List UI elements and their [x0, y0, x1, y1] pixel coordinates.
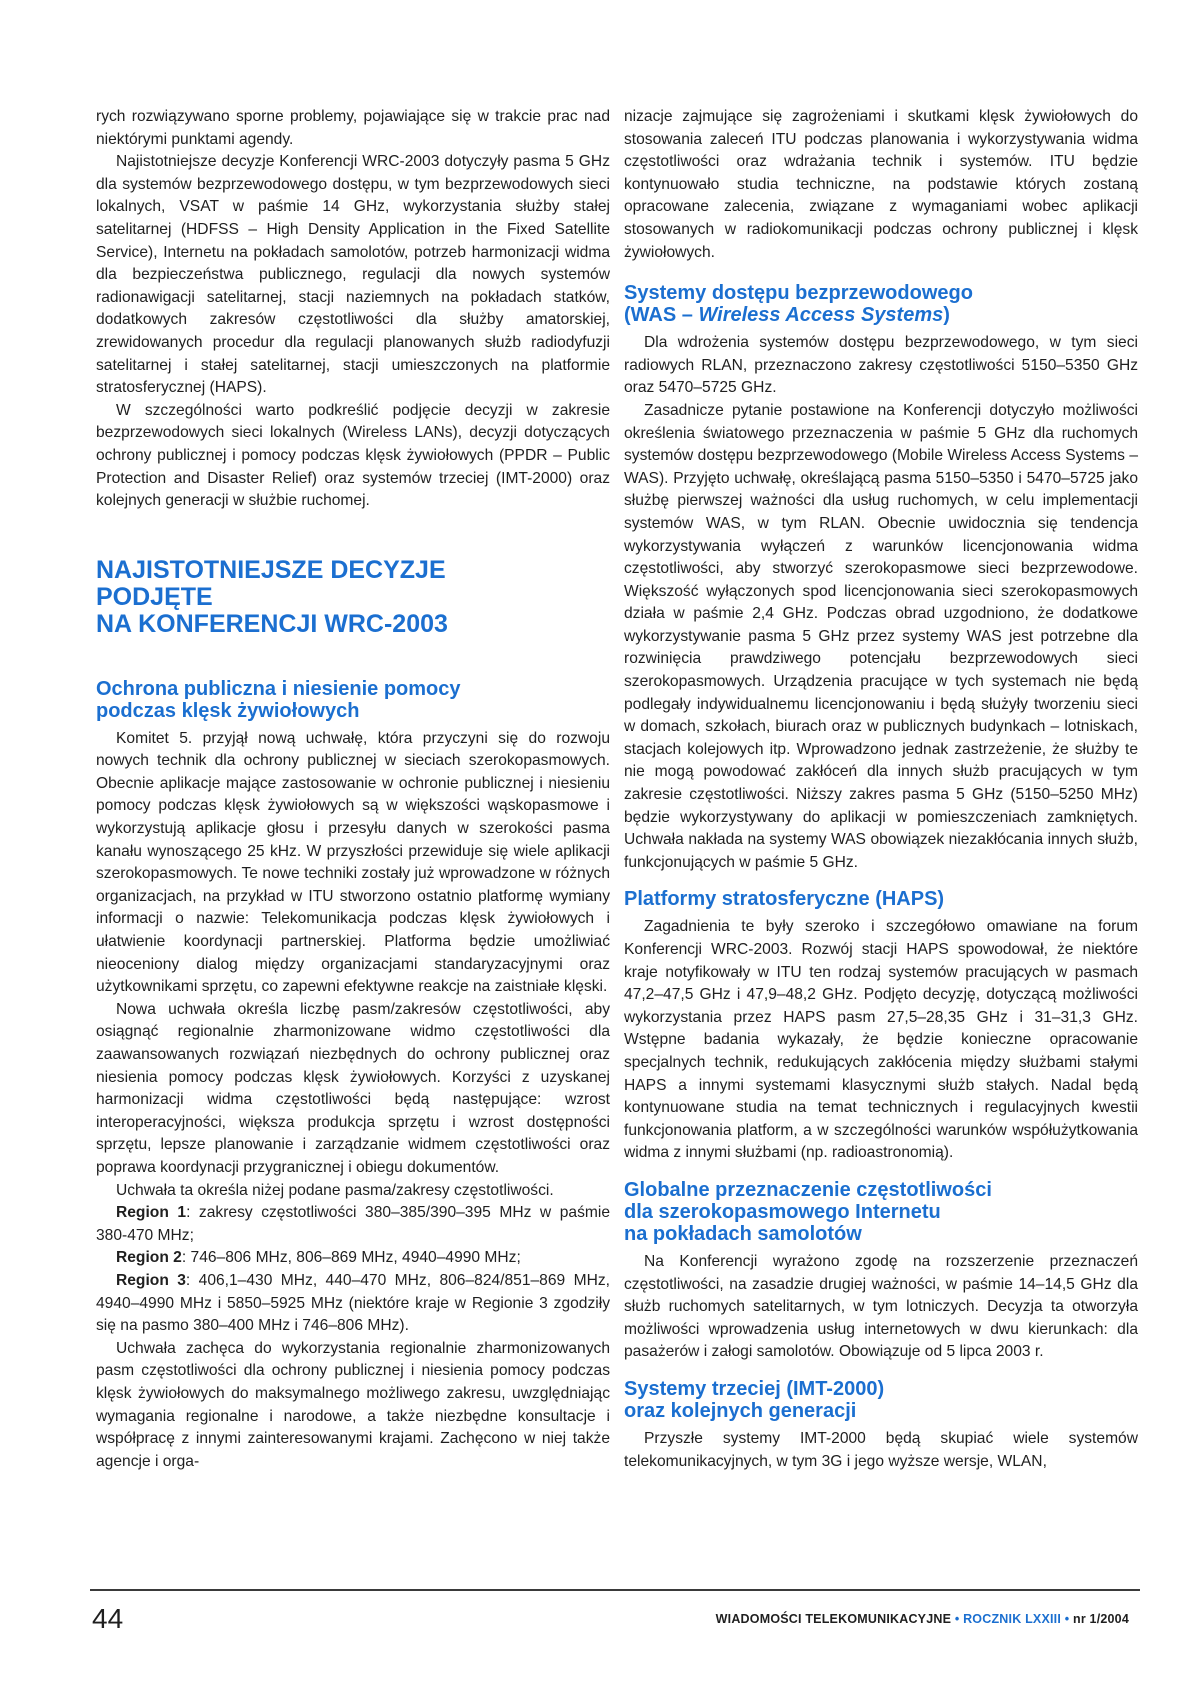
heading-part: Wireless Access Systems [698, 304, 944, 327]
bullet: • [954, 1612, 960, 1626]
region-1-paragraph [96, 1202, 610, 1247]
section-heading-imt-2000 [624, 1378, 1138, 1422]
major-heading [96, 557, 610, 638]
section-heading-public-protection [96, 678, 610, 722]
major-heading-line: PODJĘTE [96, 582, 213, 611]
heading-line: dla szerokopasmowego Internetu [624, 1200, 941, 1223]
heading-part: (WAS – [624, 304, 699, 327]
region-text: : 746–806 MHz, 806–869 MHz, 4940–4990 MHz; [181, 1249, 521, 1267]
paragraph: Komitet 5. przyjął nową uchwałę, która przyczyni się do rozwoju nowych technik dla ochrony publicznej w sieciach szerokopasmowych. Obecnie aplikacje mające zastosowanie w ochronie publicznej i niesieniu pomocy podczas klęsk żywiołowych są w większości wąskopasmowe i wykorzystują aplikacje głosu i przesyłu danych w szerokości pasma kanału wynoszącego 25 kHz. W przyszłości przewiduje się wiele aplikacji szerokopasmowych. Te nowe techniki zostały już wprowadzone w różnych organizacjach, na przykład w ITU stworzono ostatnio platformę wymiany informacji o nazwie: Telekomunikacja podczas klęsk żywiołowych i ułatwienie koordynacji partnerskiej. Platforma będzie umożliwiać nieoceniony dialog między organizacjami standaryzacyjnymi oraz użytkownikami sprzętu, co zapewni efektywne reakcje na zaistniałe klęski. [96, 729, 610, 996]
paragraph: Uchwała ta określa niżej podane pasma/zakresy częstotliwości. [116, 1181, 554, 1199]
journal-name: WIADOMOŚCI TELEKOMUNIKACYJNE [715, 1612, 952, 1626]
heading-part: ) [943, 304, 950, 327]
section-heading-haps [624, 888, 1138, 910]
paragraph: Przyszłe systemy IMT-2000 będą skupiać wiele systemów telekomunikacyjnych, w tym 3G i jego wyższe wersje, WLAN, [624, 1429, 1138, 1470]
region-label: Region 1 [116, 1204, 187, 1222]
paragraph: Najistotniejsze decyzje Konferencji WRC-2003 dotyczyły pasma 5 GHz dla systemów bezprzewodowego dostępu, w tym bezprzewodowych sieci lokalnych, VSAT w paśmie 14 GHz, wykorzystania służby stałej satelitarnej (HDFSS – High Density Application in the Fixed Satellite Service), Internetu na pokładach samolotów, potrzeb harmonizacji widma dla bezpieczeństwa publicznego, regulacji dla nowych systemów radionawigacji satelitarnej, stacji naziemnych na pokładach statków, dodatkowych zakresów częstotliwości dla służby amatorskiej, zrewidowanych procedur dla regulacji planowanych służb radiodyfuzji satelitarnej i stałej satelitarnej, stacji umieszczonych na platformie stratosferycznej (HAPS). [96, 153, 610, 397]
heading-line: oraz kolejnych generacji [624, 1399, 857, 1422]
heading-line: na pokładach samolotów [624, 1222, 862, 1245]
region-3-paragraph [96, 1270, 610, 1338]
paragraph: Na Konferencji wyrażono zgodę na rozszerzenie przeznaczeń częstotliwości, na zasadzie drugiej ważności, w paśmie 14–14,5 GHz dla służb ruchomych satelitarnych, w tym lotniczych. Decyzja ta otworzyła możliwości wprowadzenia usług internetowych w dwu kierunkach: dla pasażerów i załogi samolotów. Obowiązuje od 5 lipca 2003 r. [624, 1252, 1138, 1361]
major-heading-line: NA KONFERENCJI WRC-2003 [96, 609, 448, 638]
paragraph: Zasadnicze pytanie postawione na Konferencji dotyczyło możliwości określenia światowego przeznaczenia w paśmie 5 GHz dla ruchomych systemów dostępu bezprzewodowego (Mobile Wireless Access Systems – WAS). Przyjęto uchwałę, określającą pasma 5150–5350 i 5470–5725 jako służbę pierwszej ważności dla usług ruchomych, w celu implementacji systemów WAS, w tym RLAN. Obecnie uwidocznia się tendencja wykorzystywania wyłączeń z warunków licencjonowania widma częstotliwości, aby stworzyć szerokopasmowe sieci bezprzewodowe. Większość wyłączonych spod licencjonowania sieci szerokopasmowych działa w paśmie 2,4 GHz. Podczas obrad uzgodniono, że dodatkowe wykorzystywanie pasma 5 GHz przez systemy WAS jest potrzebne dla rozwinięcia prawdziwego potencjału bezprzewodowych sieci szerokopasmowych. Urządzenia pracujące w tych systemach nie będą podlegały indywidualnemu licencjonowaniu i będą służyły tworzeniu sieci w domach, szkołach, biurach oraz w publicznych budynkach – lotniskach, stacjach kolejowych itp. Wprowadzono jednak zastrzeżenie, że służby te nie mogą powodować zakłóceń dla innych służb pracujących w tym zakresie częstotliwości. Niższy zakres pasma 5 GHz (5150–5250 MHz) będzie wykorzystywany do aplikacji w pomieszczeniach zamkniętych. Uchwała nakłada na systemy WAS obowiązek niezakłócania innych służb, funkcjonujących w paśmie 5 GHz. [624, 401, 1138, 871]
heading-line: Platformy stratosferyczne (HAPS) [624, 888, 945, 911]
region-2-paragraph [96, 1247, 610, 1270]
left-column [96, 106, 610, 1473]
paragraph: Nowa uchwała określa liczbę pasm/zakresów częstotliwości, aby osiągnąć regionalnie zharmonizowane widmo częstotliwości dla zaawansowanych rozwiązań niezbędnych do ochrony publicznej oraz niesienia pomocy podczas klęsk żywiołowych. Korzyści z uzyskanej harmonizacji widma częstotliwości będą następujące: wzrost interoperacyjności, większa produkcja sprzętu i wzrost dostępności sprzętu, lepsze planowanie i zarządzanie widmem częstotliwości oraz poprawa koordynacji przygranicznej i obiegu dokumentów. [96, 1000, 610, 1176]
paragraph: Zagadnienia te były szeroko i szczegółowo omawiane na forum Konferencji WRC-2003. Rozwój stacji HAPS spowodował, że niektóre kraje notyfikowały w ITU ten rodzaj systemów pracujących w pasmach 47,2–47,5 GHz i 47,9–48,2 GHz. Podjęto decyzję, dotyczącą możliwości wykorzystania przez HAPS pasm 27,5–28,35 GHz i 31–31,3 GHz. Wstępne badania wykazały, że będzie konieczne opracowanie specjalnych technik, redukujących zakłócenia między służbami stałymi HAPS a innymi systemami klasycznymi służb stałych. Nadal będą kontynuowane studia na temat technicznych i regulacyjnych kwestii funkcjonowania platform, a w szczególności warunków współużytkowania widma z innymi służbami (np. radioastronomią). [624, 918, 1138, 1162]
paragraph: rych rozwiązywano sporne problemy, pojawiające się w trakcie prac nad niektórymi punktami agendy. [96, 108, 610, 148]
heading-line: Systemy dostępu bezprzewodowego [624, 282, 973, 305]
paragraph: nizacje zajmujące się zagrożeniami i skutkami klęsk żywiołowych do stosowania zaleceń ITU podczas planowania i wykorzystywania widma częstotliwości oraz wdrażania technik i systemów. ITU będzie kontynuowało studia techniczne, na podstawie których zostaną opracowane zalecenia, związane z wymaganiami wobec aplikacji stosowanych w radiokomunikacji podczas ochrony publicznej i klęsk żywiołowych. [624, 108, 1138, 261]
paragraph: Dla wdrożenia systemów dostępu bezprzewodowego, w tym sieci radiowych RLAN, przeznaczono zakresy częstotliwości 5150–5350 GHz oraz 5470–5725 GHz. [624, 334, 1138, 397]
region-text: : zakresy częstotliwości 380–385/390–395 MHz w paśmie 380-470 MHz; [96, 1204, 610, 1244]
heading-line: Globalne przeznaczenie częstotliwości [624, 1178, 992, 1201]
page-number: 44 [92, 1603, 124, 1634]
heading-line: podczas klęsk żywiołowych [96, 699, 360, 722]
region-label: Region 2 [116, 1249, 182, 1267]
paragraph: W szczególności warto podkreślić podjęcie decyzji w zakresie bezprzewodowych sieci lokalnych (Wireless LANs), decyzji dotyczących ochrony publicznej i pomocy podczas klęsk żywiołowych (PPDR – Public Protection and Disaster Relief) oraz systemów trzeciej (IMT-2000) oraz kolejnych generacji w służbie ruchomej. [96, 401, 610, 510]
journal-issue: nr 1/2004 [1072, 1612, 1129, 1626]
heading-line: Ochrona publiczna i niesienie pomocy [96, 677, 461, 700]
right-column [624, 106, 1138, 1473]
region-text: : 406,1–430 MHz, 440–470 MHz, 806–824/851–869 MHz, 4940–4990 MHz i 5850–5925 MHz (niektóre kraje w Regionie 3 zgodziły się na pasmo 380–400 MHz i 746–806 MHz). [96, 1271, 610, 1335]
journal-volume: ROCZNIK LXXIII [963, 1612, 1062, 1626]
major-heading-line: NAJISTOTNIEJSZE DECYZJE [96, 555, 446, 584]
heading-line: Systemy trzeciej (IMT-2000) [624, 1377, 885, 1400]
footer-journal-info [716, 1612, 1129, 1626]
paragraph: Uchwała zachęca do wykorzystania regionalnie zharmonizowanych pasm częstotliwości dla ochrony publicznej i niesienia pomocy podczas klęsk żywiołowych do maksymalnego możliwego zakresu, uwzględniając wymagania regionalne i narodowe, a także niezbędne konsultacje i współpracę z innymi zainteresowanymi krajami. Zachęcono w niej także agencje i orga- [96, 1339, 610, 1470]
footer-rule [90, 1589, 1140, 1591]
section-heading-wireless-access [624, 282, 1138, 326]
bullet: • [1064, 1612, 1070, 1626]
region-label: Region 3 [116, 1271, 186, 1289]
heading-line [624, 304, 1138, 326]
section-heading-inflight-internet [624, 1179, 1138, 1245]
